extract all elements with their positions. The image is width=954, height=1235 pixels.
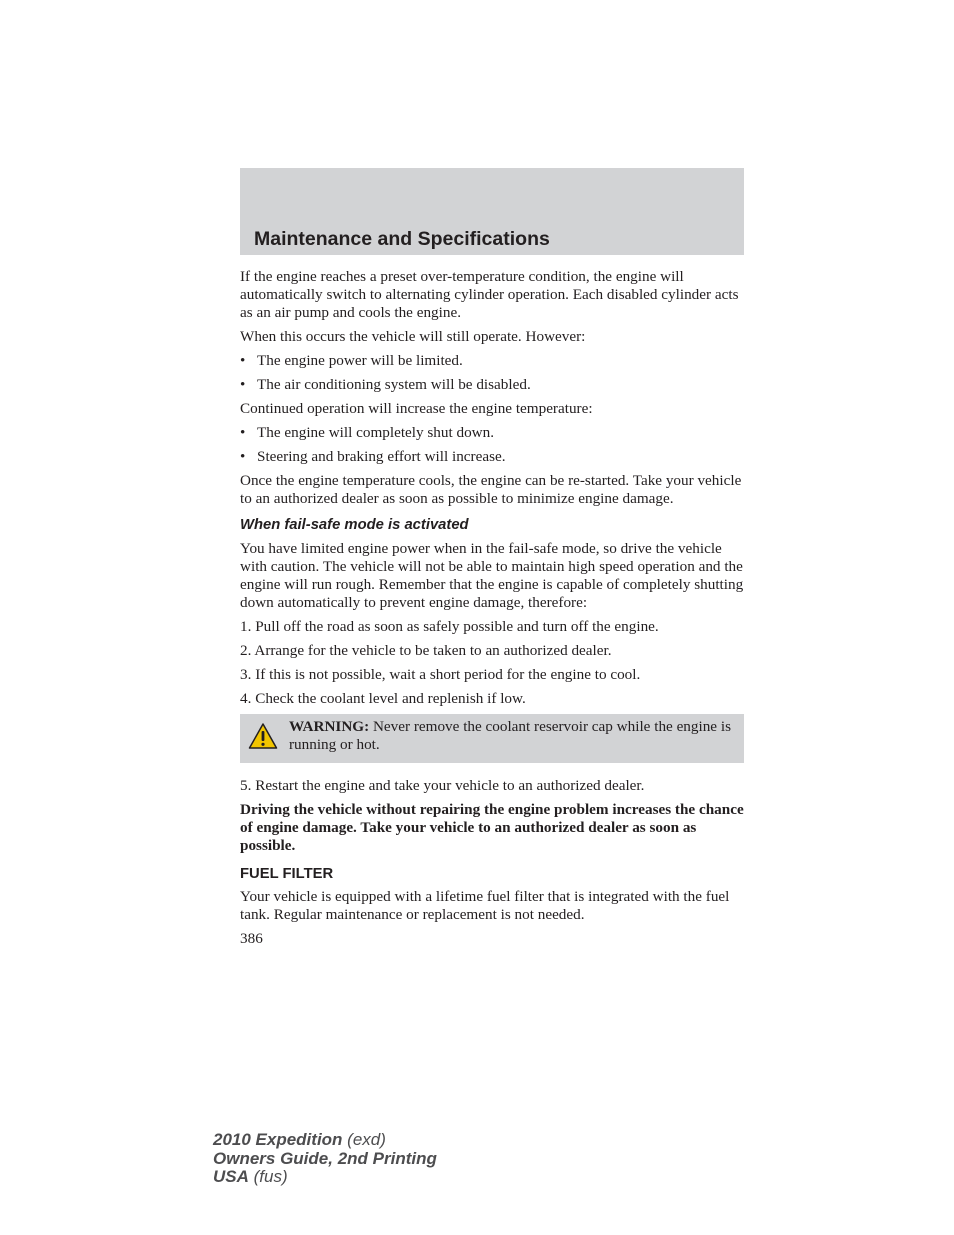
footer-line-1 [213, 1131, 437, 1150]
intro-paragraph-1: If the engine reaches a preset over-temperature condition, the engine will automatically switch to alternating cylinder operation. Each disabled cylinder acts as an air pump and cools the engine. [240, 268, 739, 321]
bullet-dot: • [240, 352, 246, 369]
bullet-text: The air conditioning system will be disabled. [257, 376, 531, 393]
footer-model: 2010 Expedition [213, 1130, 343, 1149]
failsafe-paragraph: You have limited engine power when in the fail-safe mode, so drive the vehicle with caution. The vehicle will not be able to maintain high speed operation and the engine will run rough. Remember that the engine is capable of completely shutting down automatically to prevent engine damage, therefore: [240, 540, 744, 611]
bullet-item [240, 424, 744, 442]
bold-note: Driving the vehicle without repairing the engine problem increases the chance of engine damage. Take your vehicle to an authorized dealer as soon as possible. [240, 801, 744, 854]
page-content [240, 268, 744, 948]
bullet-item [240, 352, 744, 370]
step-item: 1. Pull off the road as soon as safely possible and turn off the engine. [240, 618, 659, 635]
bullet-item [240, 376, 744, 394]
bullet-text: The engine power will be limited. [257, 352, 463, 369]
failsafe-heading: When fail-safe mode is activated [240, 517, 469, 533]
bullet-text: The engine will completely shut down. [257, 424, 495, 441]
step-item: 2. Arrange for the vehicle to be taken to an authorized dealer. [240, 642, 612, 659]
page-number: 386 [240, 930, 263, 947]
bullet-text: Steering and braking effort will increase. [257, 448, 506, 465]
footer-model-code: (exd) [342, 1130, 386, 1149]
step-item: 3. If this is not possible, wait a short period for the engine to cool. [240, 666, 641, 683]
warning-message: Never remove the coolant reservoir cap while the engine is running or hot. [289, 718, 731, 753]
step-item: 4. Check the coolant level and replenish if low. [240, 690, 526, 707]
intro-paragraph-3: Continued operation will increase the engine temperature: [240, 400, 593, 417]
bullet-dot: • [240, 376, 246, 393]
section-title: Maintenance and Specifications [254, 228, 550, 250]
footer-printing: Owners Guide, 2nd Printing [213, 1148, 437, 1168]
bullet-dot: • [240, 424, 246, 441]
warning-box [240, 714, 744, 763]
footer-line-3 [213, 1168, 437, 1187]
step-item: 5. Restart the engine and take your vehicle to an authorized dealer. [240, 777, 645, 794]
warning-label: WARNING: [289, 718, 370, 735]
bullet-item [240, 448, 744, 466]
footer-market: USA [213, 1167, 249, 1186]
fuel-filter-heading: FUEL FILTER [240, 866, 334, 882]
intro-paragraph-2: When this occurs the vehicle will still operate. However: [240, 328, 586, 345]
intro-paragraph-4: Once the engine temperature cools, the engine can be re-started. Take your vehicle to an authorized dealer as soon as possible to minimize engine damage. [240, 472, 742, 507]
footer-line-2 [213, 1150, 437, 1169]
warning-text [289, 718, 734, 754]
footer-imprint [213, 1131, 437, 1187]
bullet-dot: • [240, 448, 246, 465]
fuel-filter-paragraph: Your vehicle is equipped with a lifetime fuel filter that is integrated with the fuel tank. Regular maintenance or replacement is not needed. [240, 888, 730, 923]
section-header-band [240, 168, 744, 255]
footer-market-code: (fus) [248, 1167, 288, 1186]
warning-triangle-icon [248, 722, 280, 755]
